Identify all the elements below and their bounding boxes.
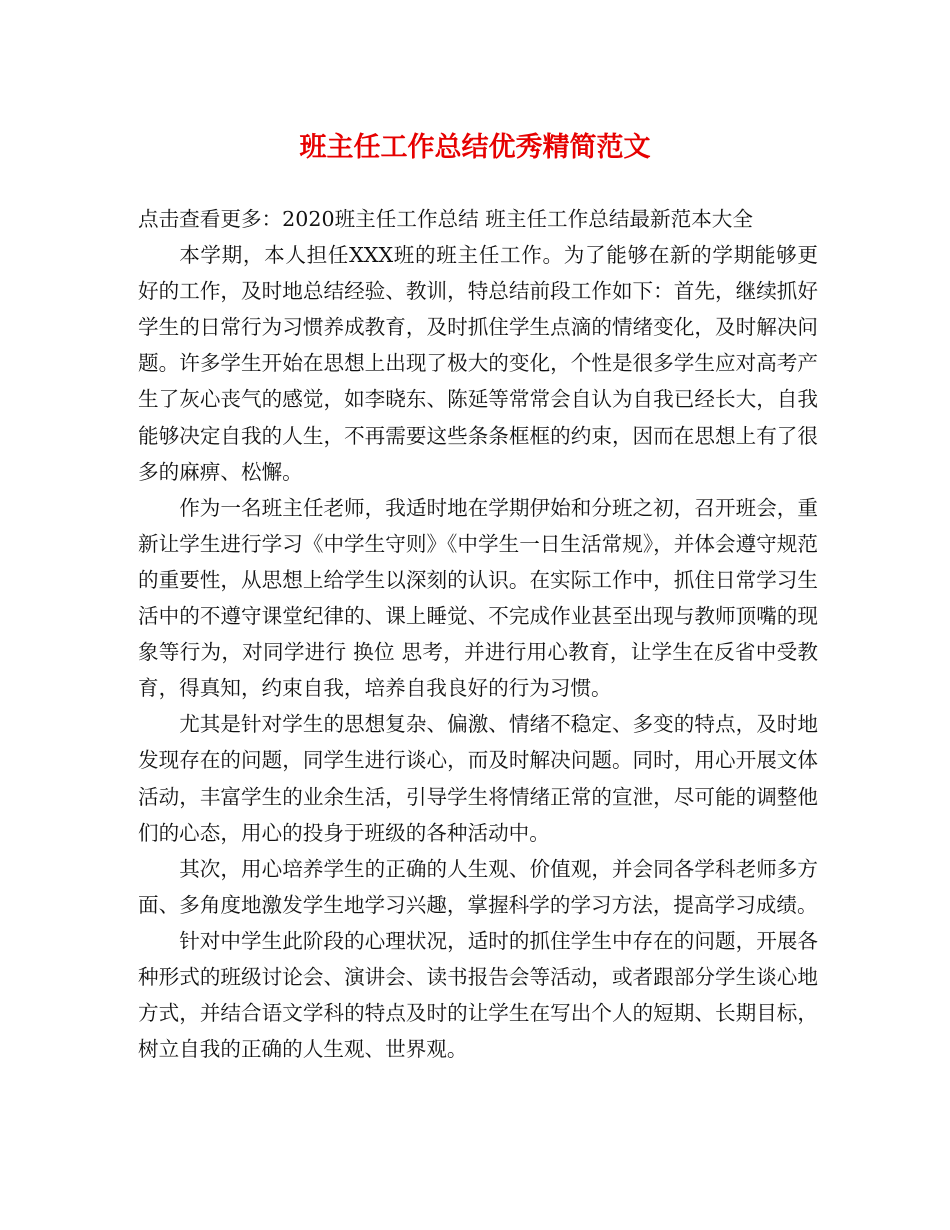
paragraph: 作为一名班主任老师，我适时地在学期伊始和分班之初，召开班会，重新让学生进行学习《中学生守则》《中学生一日生活常规》，并体会遵守规范的重要性，从思想上给学生以深刻的认识。在实际工作中，抓住日常学习生活中的不遵守课堂纪律的、课上睡觉、不完成作业甚至出现与教师顶嘴的现象等行为，对同学进行 换位 思考，并进行用心教育，让学生在反省中受教育，得真知，约束自我，培养自我良好的行为习惯。 <box>138 495 818 701</box>
document-title: 班主任工作总结优秀精简范文 <box>299 132 651 163</box>
paragraph: 针对中学生此阶段的心理状况，适时的抓住学生中存在的问题，开展各种形式的班级讨论会、演讲会、读书报告会等活动，或者跟部分学生谈心地方式，并结合语文学科的特点及时的让学生在写出个人的短期、长期目标，树立自我的正确的人生观、世界观。 <box>138 928 818 1062</box>
paragraph: 其次，用心培养学生的正确的人生观、价值观，并会同各学科老师多方面、多角度地激发学生地学习兴趣，掌握科学的学习方法，提高学习成绩。 <box>138 856 818 917</box>
paragraph: 尤其是针对学生的思想复杂、偏激、情绪不稳定、多变的特点，及时地发现存在的问题，同学生进行谈心，而及时解决问题。同时，用心开展文体活动，丰富学生的业余生活，引导学生将情绪正常的宣泄，尽可能的调整他们的心态，用心的投身于班级的各种活动中。 <box>138 712 818 845</box>
related-link-line[interactable]: 点击查看更多：2020班主任工作总结 班主任工作总结最新范本大全 <box>138 207 753 231</box>
document-body <box>138 201 818 1067</box>
paragraph: 本学期，本人担任XXX班的班主任工作。为了能够在新的学期能够更好的工作，及时地总结经验、教训，特总结前段工作如下：首先，继续抓好学生的日常行为习惯养成教育，及时抓住学生点滴的情绪变化，及时解决问题。许多学生开始在思想上出现了极大的变化，个性是很多学生应对高考产生了灰心丧气的感觉，如李晓东、陈延等常常会自认为自我已经长大，自我能够决定自我的人生，不再需要这些条条框框的约束，因而在思想上有了很多的麻痹、松懈。 <box>138 243 818 484</box>
